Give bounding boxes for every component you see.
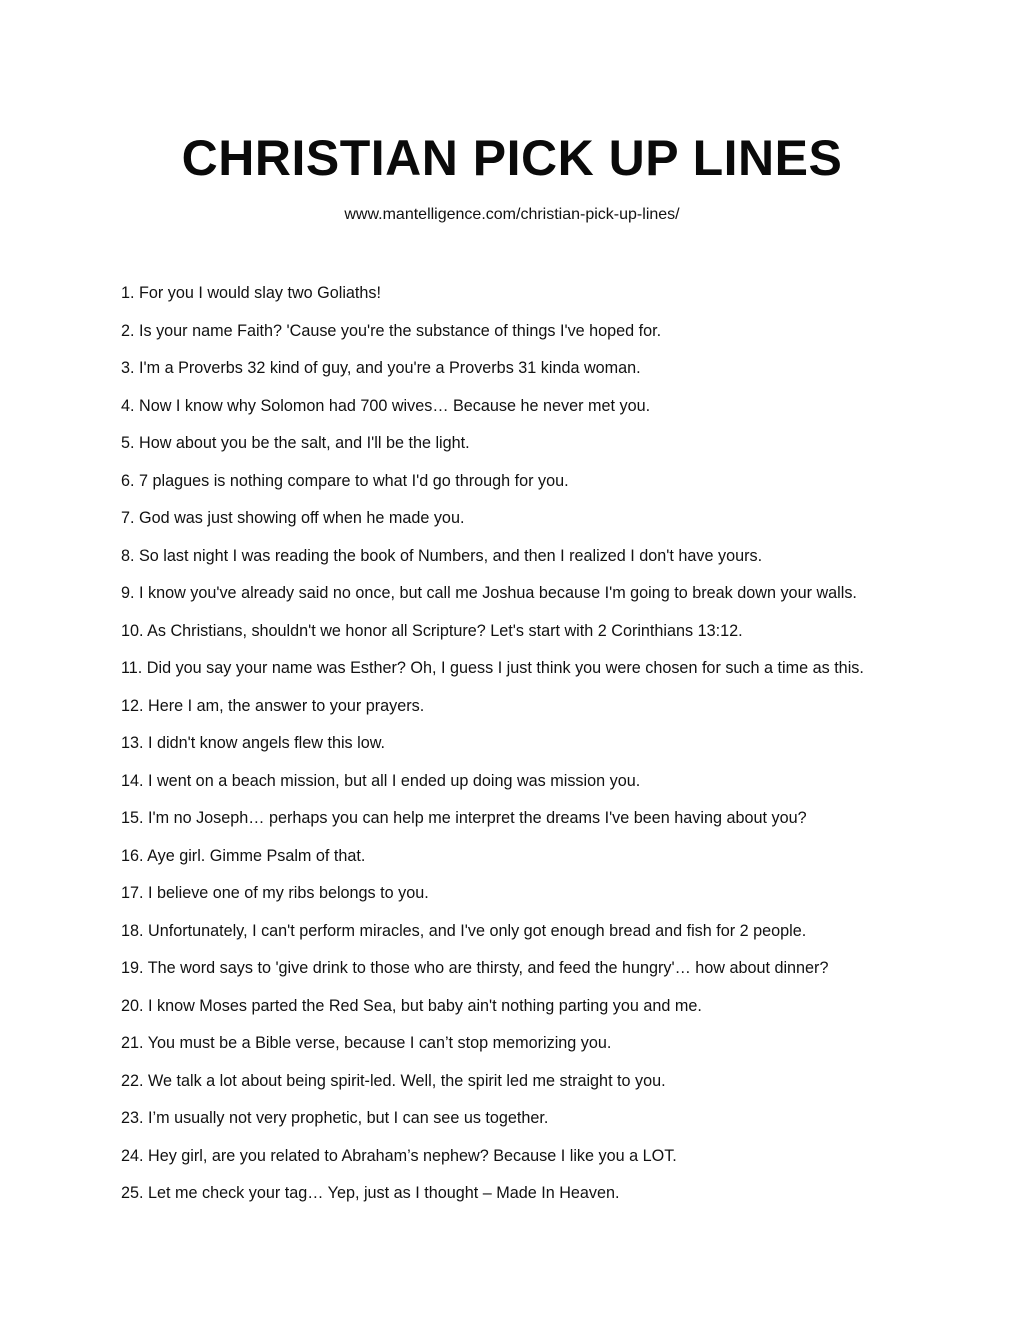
list-item: 14. I went on a beach mission, but all I ended up doing was mission you. — [121, 771, 641, 790]
list-item: 4. Now I know why Solomon had 700 wives… Because he never met you. — [121, 396, 651, 415]
list-item: 19. The word says to 'give drink to those who are thirsty, and feed the hungry'… how about dinner? — [121, 959, 829, 977]
list-item: 7. God was just showing off when he made you. — [121, 509, 465, 527]
list-item: 22. We talk a lot about being spirit-led. Well, the spirit led me straight to you. — [121, 1071, 666, 1090]
list-item: 11. Did you say your name was Esther? Oh, I guess I just think you were chosen for such a time as this. — [121, 659, 864, 677]
list-item: 3. I'm a Proverbs 32 kind of guy, and you're a Proverbs 31 kinda woman. — [121, 359, 641, 377]
list-item: 1. For you I would slay two Goliaths! — [121, 284, 382, 302]
list-item: 18. Unfortunately, I can't perform miracles, and I've only got enough bread and fish for 2 people. — [121, 921, 807, 940]
list-item: 9. I know you've already said no once, but call me Joshua because I'm going to break down your walls. — [121, 584, 857, 602]
list-item: 8. So last night I was reading the book of Numbers, and then I realized I don't have yours. — [121, 546, 763, 565]
list-item: 24. Hey girl, are you related to Abraham’s nephew? Because I like you a LOT. — [121, 1146, 677, 1165]
list-item: 10. As Christians, shouldn't we honor all Scripture? Let's start with 2 Corinthians 13:12. — [121, 621, 743, 640]
list-item: 6. 7 plagues is nothing compare to what I'd go through for you. — [121, 471, 569, 490]
list-item: 20. I know Moses parted the Red Sea, but baby ain't nothing parting you and me. — [121, 996, 702, 1015]
list-item: 2. Is your name Faith? 'Cause you're the substance of things I've hoped for. — [121, 321, 662, 340]
list-item: 21. You must be a Bible verse, because I can’t stop memorizing you. — [121, 1034, 612, 1052]
source-url: www.mantelligence.com/christian-pick-up-lines/ — [344, 206, 680, 223]
list-item: 16. Aye girl. Gimme Psalm of that. — [121, 846, 366, 865]
pick-up-lines-list — [121, 281, 961, 1219]
page-title: CHRISTIAN PICK UP LINES — [181, 130, 843, 186]
list-item: 13. I didn't know angels flew this low. — [121, 734, 386, 752]
list-item: 12. Here I am, the answer to your prayers. — [121, 696, 425, 715]
list-item: 17. I believe one of my ribs belongs to you. — [121, 884, 429, 902]
list-item: 25. Let me check your tag… Yep, just as I thought – Made In Heaven. — [121, 1184, 620, 1202]
list-item: 23. I’m usually not very prophetic, but I can see us together. — [121, 1109, 549, 1127]
list-item: 5. How about you be the salt, and I'll be the light. — [121, 434, 470, 452]
list-item: 15. I'm no Joseph… perhaps you can help me interpret the dreams I've been having about you? — [121, 809, 807, 827]
